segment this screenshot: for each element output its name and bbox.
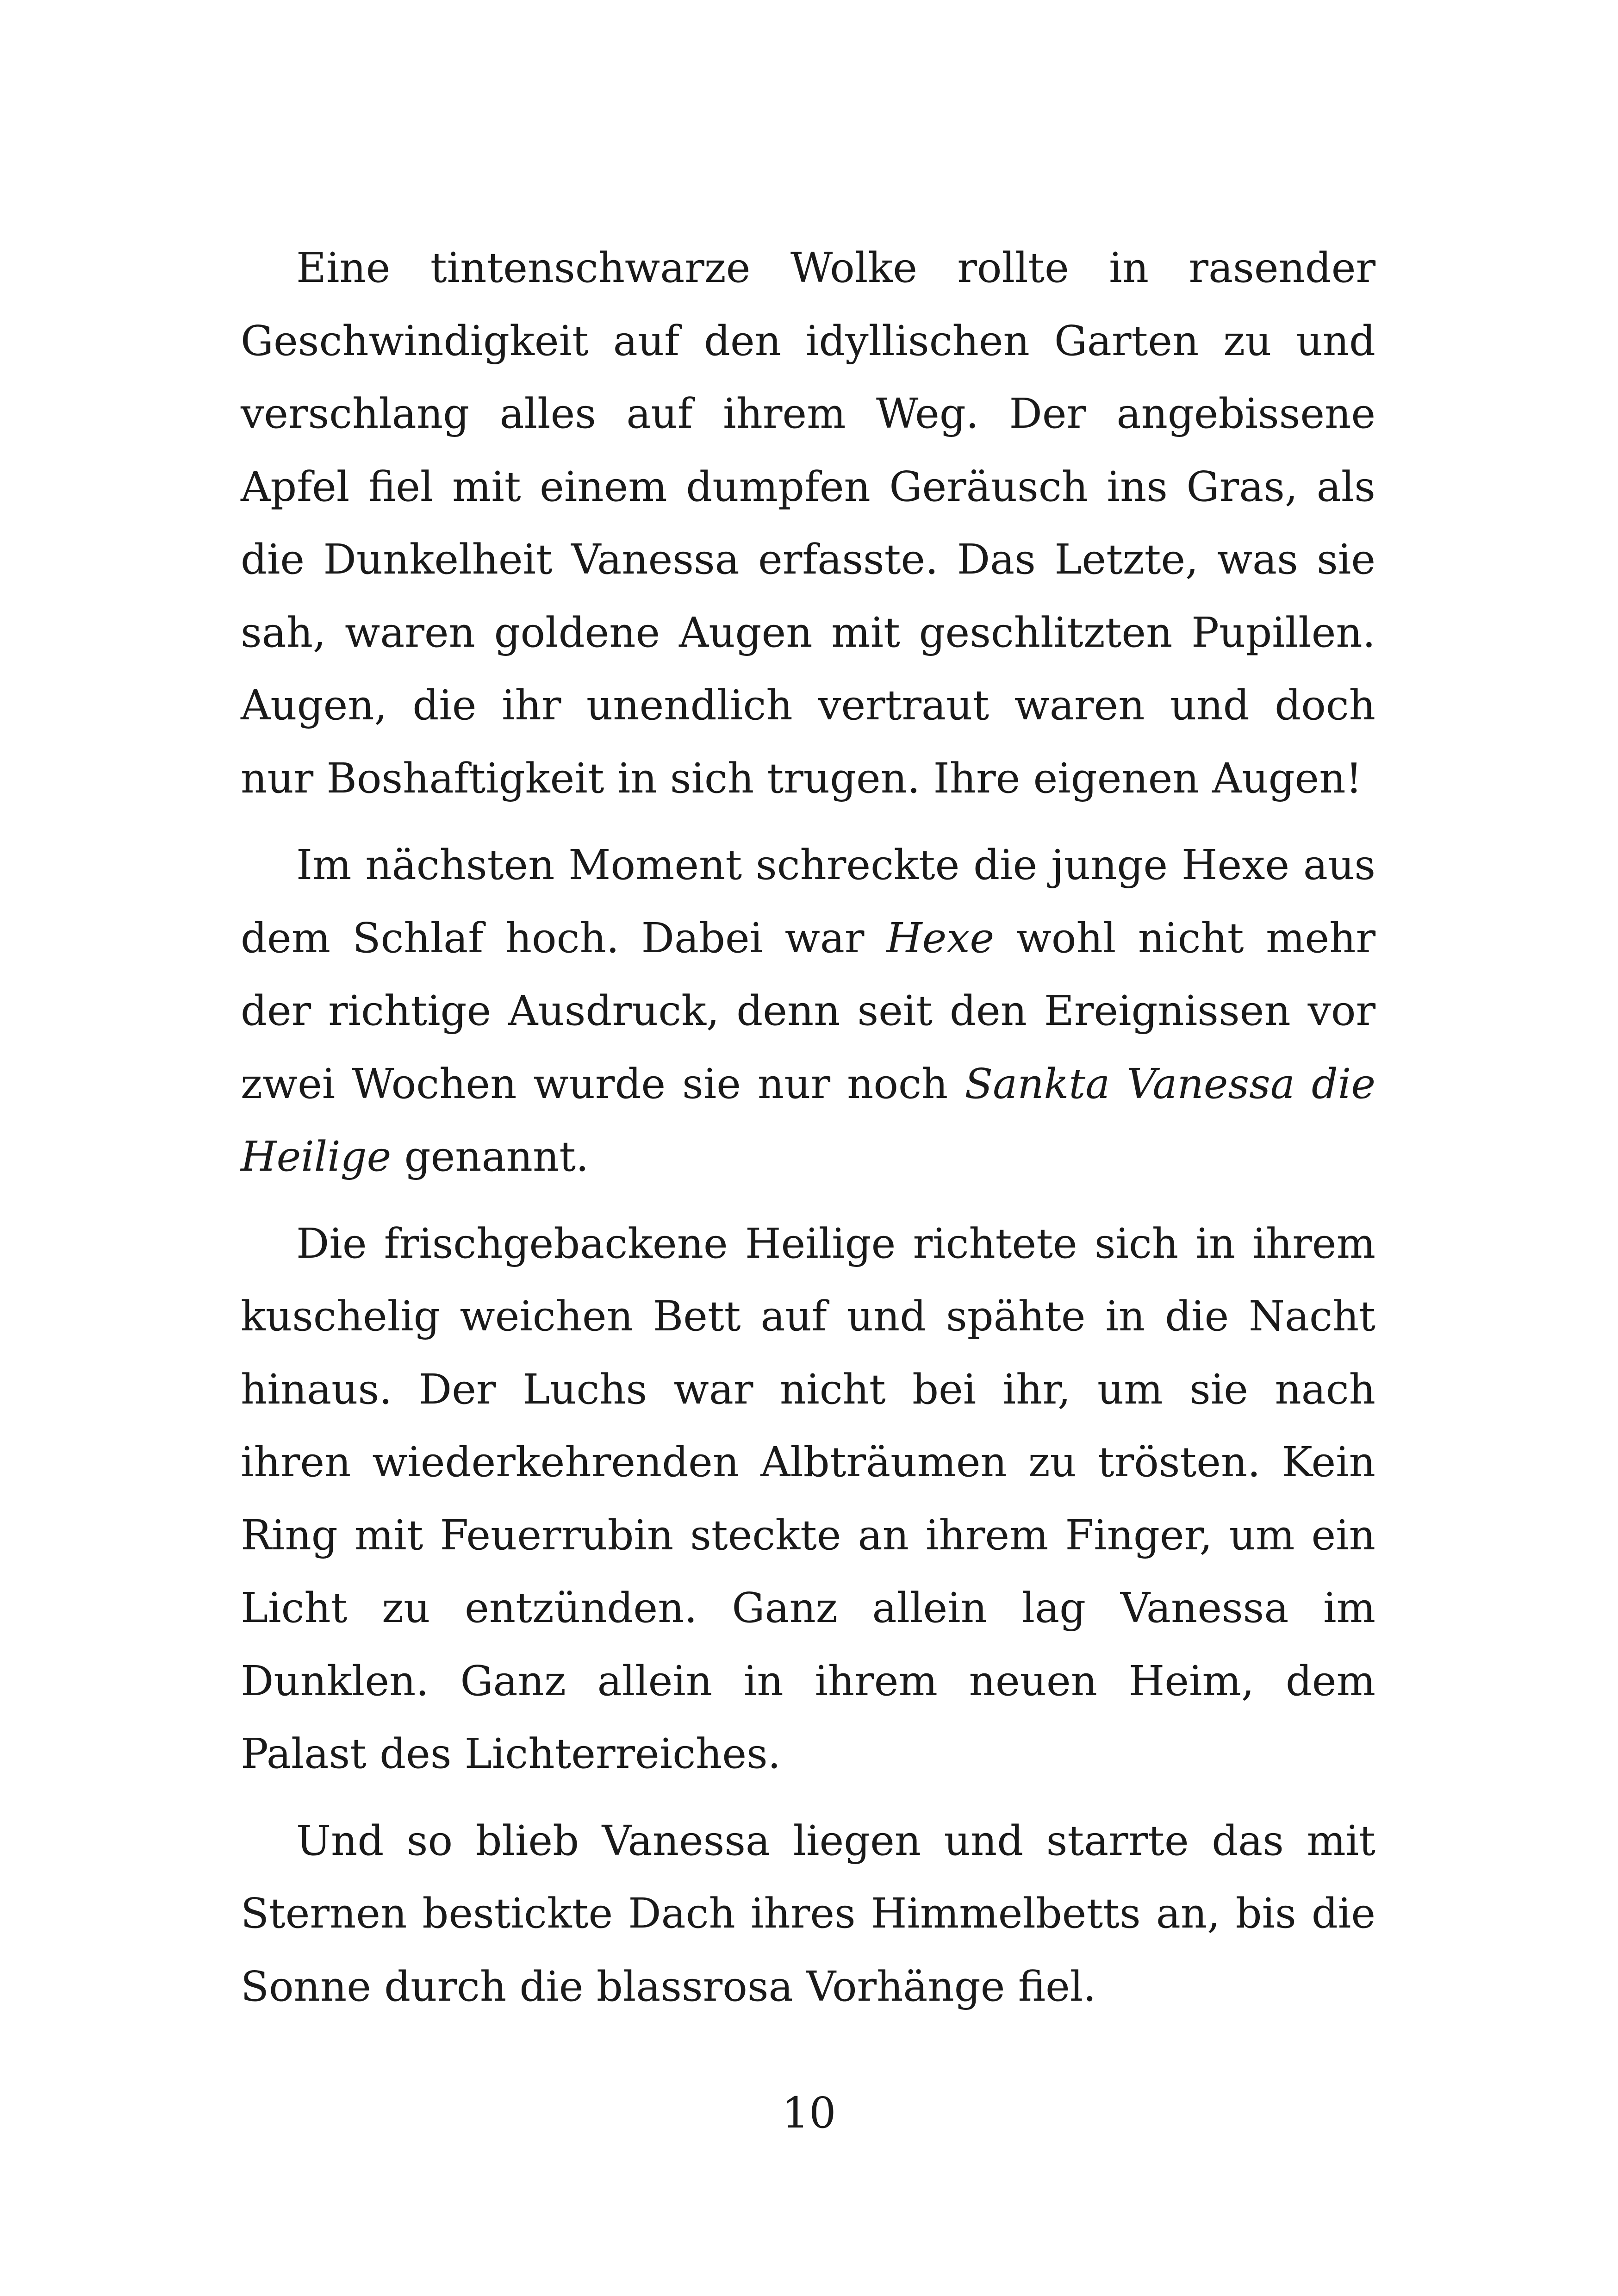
paragraph-3: Die frischgebackene Heilige richtete sich in ihrem kuschelig weichen Bett auf und spähte in die Nacht hinaus. Der Luchs war nicht bei ihr, um sie nach ihren wiederkehrenden Albträumen zu trösten. Kein Ring mit Feuerrubin steckte an ihrem Finger, um ein Licht zu entzünden. Ganz allein lag Vanessa im Dunklen. Ganz allein in ihrem neuen Heim, dem Palast des Lichterreiches.	[241, 1219, 1375, 1778]
paragraph-2-italic-title: Sankta Vanessa die Heilige	[241, 1059, 1376, 1180]
body-text	[241, 231, 1375, 2023]
paragraph-4: Und so blieb Vanessa liegen und starrte das mit Sternen bestickte Dach ihres Himmelbetts an, bis die Sonne durch die blassrosa Vorhänge fiel.	[241, 1816, 1375, 2010]
page-number: 10	[782, 2088, 836, 2138]
paragraph-2-part-3: genannt.	[391, 1132, 589, 1180]
paragraph-1: Eine tintenschwarze Wolke rollte in rasender Geschwindigkeit auf den idyllischen Garten zu und verschlang alles auf ihrem Weg. Der angebissene Apfel fiel mit einem dumpfen Geräusch ins Gras, als die Dunkelheit Vanessa erfasste. Das Letzte, was sie sah, waren goldene Augen mit geschlitzten Pupillen. Augen, die ihr unendlich vertraut waren und doch nur Boshaftigkeit in sich trugen. Ihre eigenen Augen!	[241, 243, 1375, 802]
paragraph-2-part-2: wohl nicht mehr der richtige Ausdruck, denn seit den Ereignissen vor zwei Wochen wurde sie nur noch	[241, 913, 1376, 1108]
paragraph-2-italic-hexe: Hexe	[886, 913, 995, 962]
paragraph-2-part-1: Im nächsten Moment schreckte die junge Hexe aus dem Schlaf hoch. Dabei war	[241, 841, 1375, 962]
paragraph-2	[241, 829, 1375, 1193]
